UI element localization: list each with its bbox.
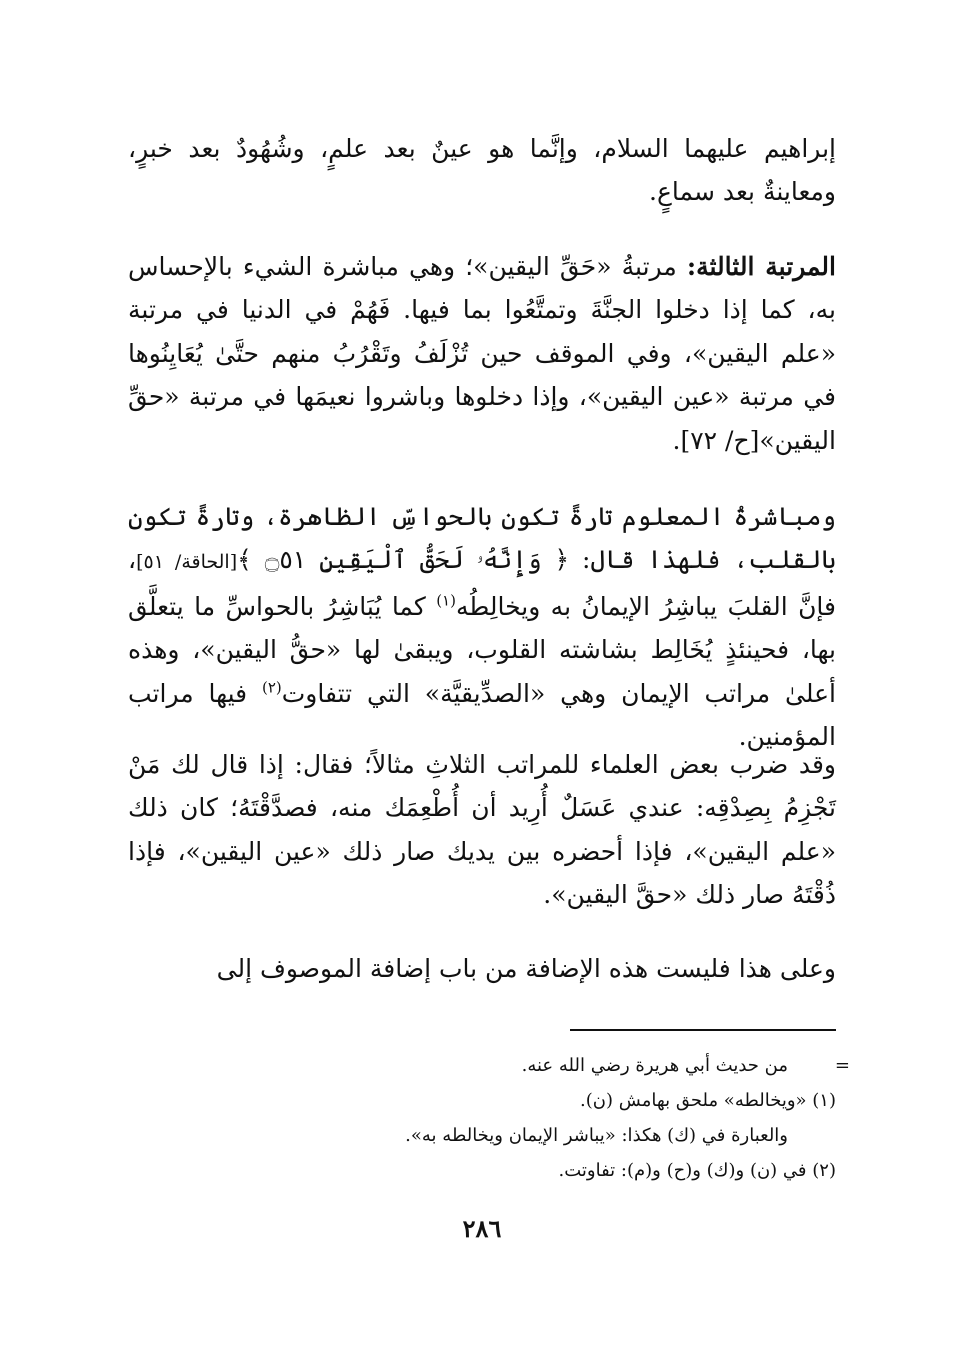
paragraph-1-text: إبراهيم عليهما السلام، وإنَّما هو عينٌ بعد علمٍ، وشُهُودٌ بعد خبرٍ، ومعاينةٌ بعد سماعٍ. <box>128 134 836 207</box>
paragraph-3-text-d: فيها مراتب المؤمنين. <box>128 678 836 752</box>
footnote-divider <box>570 1029 836 1031</box>
paragraph-3-text-c: كما يُبَاشِرُ بالحواسِّ ما يتعلَّق بها، فحينئذٍ يُخَالِط بشاشته القلوب، ويبقىٰ لها «حقُّ اليقين»، وهذه أعلىٰ مراتب الإيمان وهي «الصدِّيقيَّة» التي تتفاوت <box>128 591 836 708</box>
paragraph-3-text-a: ومباشرةُ المعلوم تارةً تكون بالحواسِّ الظاهرة، وتارةً تكون بالقلب، فلهذا قال: ﴿ وَإِنَّهُۥ لَحَقُّ ٱلْيَقِينِ ۝٥١ ﴾ <box>128 502 836 575</box>
paragraph-4-text: وقد ضرب بعض العلماء للمراتب الثلاثِ مثالاً؛ فقال: إذا قال لك مَنْ تَجْزِمُ بِصِدْقِه: عندي عَسَلٌ أُرِيد أن أُطْعِمَك منه، فصدَّقْتَهُ؛ كان ذلك «علم اليقين»، فإذا أحضره بين يديك صار ذلك «عين اليقين»، فإذا ذُقْتَهُ صار ذلك «حقَّ اليقين». <box>128 750 836 910</box>
footnote-marker-2[interactable]: (٢) <box>261 678 282 697</box>
footnote-1: (١) «ويخالطه» ملحق بهامش (ن). <box>580 1090 836 1111</box>
footnote-2: (٢) في (ن) و(ك) و(ح) و(م): تفاوتت. <box>558 1160 836 1181</box>
footnote-continuation-mark: = <box>834 1055 850 1076</box>
paragraph-2 <box>128 245 836 462</box>
page-number: ٢٨٦ <box>462 1214 502 1243</box>
footnote-marker-1[interactable]: (١) <box>436 591 456 610</box>
paragraph-4 <box>128 743 836 917</box>
paragraph-2-heading: المرتبة الثالثة: <box>686 252 836 281</box>
paragraph-1 <box>128 127 836 214</box>
paragraph-3 <box>128 495 836 758</box>
paragraph-5 <box>128 947 836 990</box>
paragraph-3-text-b: ، فإنَّ القلبَ يباشِرُ الإيمانُ به ويخالِطُه <box>128 545 836 621</box>
paragraph-2-text: مرتبةُ «حَقِّ اليقين»؛ وهي مباشرة الشيء بالإحساس به، كما إذا دخلوا الجنَّةَ وتمتَّعُوا بما فيها. فَهُمْ في الدنيا في مرتبة «علم اليقين»، وفي الموقف حين تُزْلَفُ وتَقْرُبُ منهم حتَّىٰ يُعَايِنُوها في مرتبة «عين اليقين»، وإذا دخلوها وباشروا نعيمَها في مرتبة «حقِّ اليقين»[ح/ ٧٢]. <box>128 252 836 455</box>
footnote-1-continuation: والعبارة في (ك) هكذا: «يباشر الإيمان ويخالطه به». <box>405 1125 788 1146</box>
footnote-continuation: من حديث أبي هريرة رضي الله عنه. <box>521 1055 788 1076</box>
paragraph-5-text: وعلى هذا فليست هذه الإضافة من باب إضافة الموصوف إلى <box>216 954 836 983</box>
quran-reference: [الحاقة/ ٥١] <box>136 551 238 574</box>
